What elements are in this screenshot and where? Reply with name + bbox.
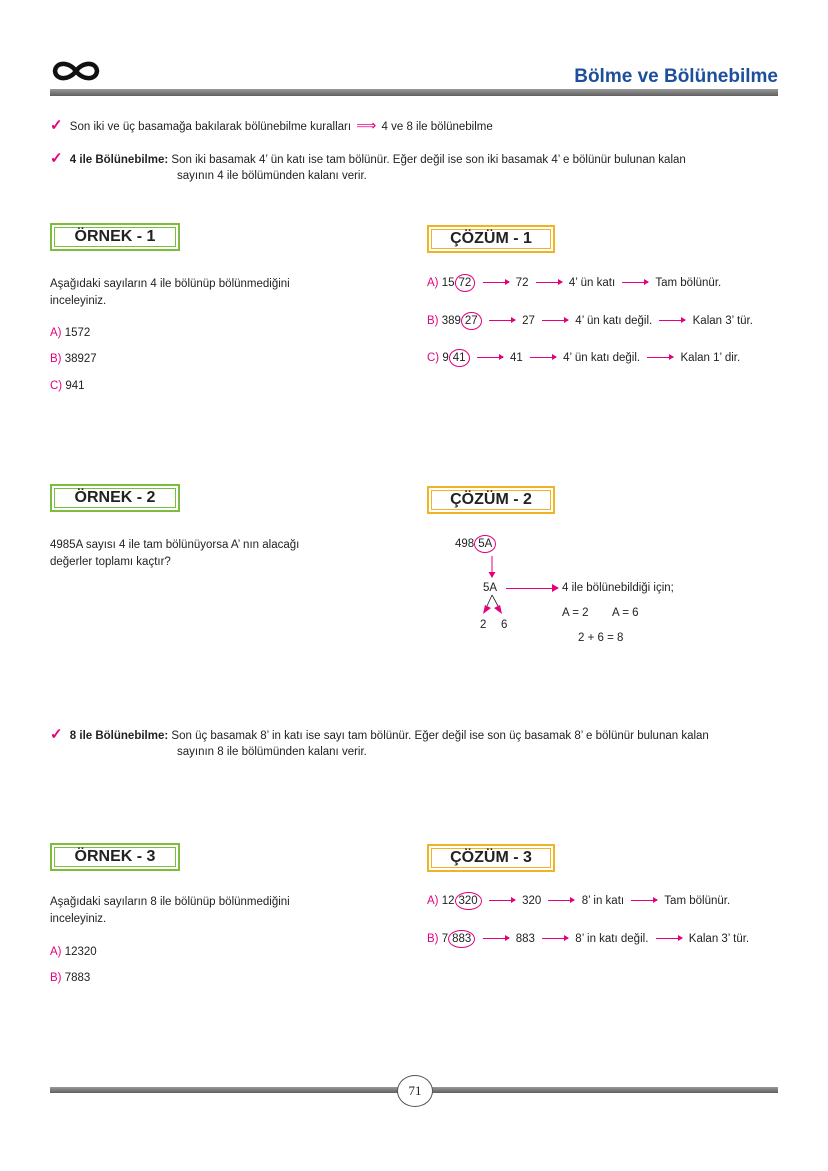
footer-divider-right xyxy=(430,1087,778,1093)
solution-2-sum: 2 + 6 = 8 xyxy=(578,632,624,644)
row-description: 4’ ün katı değil. xyxy=(563,352,641,364)
example-3-question xyxy=(50,894,290,928)
solution-2-branch-left: 2 xyxy=(480,619,487,631)
row-result: Kalan 3’ tür. xyxy=(692,315,753,327)
arrow-right-icon xyxy=(483,938,509,939)
rule-intro-text: Son iki ve üç basamağa bakılarak bölünebilme kuralları xyxy=(69,121,352,133)
solution-1-row xyxy=(427,312,753,330)
arrow-right-icon xyxy=(647,357,673,358)
example-3-item xyxy=(50,970,90,987)
arrow-right-icon xyxy=(483,282,509,283)
item-value: 38927 xyxy=(64,353,97,365)
row-result: Tam bölünür. xyxy=(655,277,722,289)
example-2-question-line1: 4985A sayısı 4 ile tam bölünüyorsa A’ nın alacağı xyxy=(50,539,300,551)
rule-intro xyxy=(50,117,493,136)
solution-2-reason: 4 ile bölünebildiği için; xyxy=(562,582,674,594)
example-3-item xyxy=(50,944,97,961)
solution-2-eq1: A = 2 xyxy=(562,607,589,619)
checkmark-icon: ✓ xyxy=(50,726,63,743)
arrow-right-icon xyxy=(552,584,559,592)
arrow-right-icon xyxy=(530,357,556,358)
example-3-question-line1: Aşağıdaki sayıların 8 ile bölünüp bölünmediğini xyxy=(50,896,290,908)
rule-div4-line2: sayının 4 ile bölümünden kalanı verir. xyxy=(177,170,367,182)
checkmark-icon: ✓ xyxy=(50,150,63,167)
circled-digits: 72 xyxy=(455,274,476,292)
solution-2-branch-right: 6 xyxy=(501,619,508,631)
example-3-title: ÖRNEK - 3 xyxy=(54,847,176,867)
arrow-down-icon xyxy=(489,572,496,578)
number-prefix: 7 xyxy=(441,933,449,945)
solution-3-title-box xyxy=(427,844,555,872)
rule-div4-label: 4 ile Bölünebilme: xyxy=(69,154,169,166)
example-1-question-line2: inceleyiniz. xyxy=(50,295,107,307)
rule-div8 xyxy=(50,726,790,745)
row-number: 72 xyxy=(515,277,529,289)
solution-2-arrows xyxy=(470,548,530,620)
example-3-question-line2: inceleyiniz. xyxy=(50,913,107,925)
example-1-item xyxy=(50,378,85,395)
arrow-right-icon xyxy=(656,938,682,939)
row-label: B) xyxy=(427,315,439,327)
circled-digits: 27 xyxy=(461,312,482,330)
row-result: Tam bölünür. xyxy=(664,895,731,907)
solution-3-row xyxy=(427,930,749,948)
arrow-right-icon xyxy=(489,320,515,321)
item-value: 1572 xyxy=(64,327,91,339)
page-number: 71 xyxy=(397,1075,433,1107)
arrow-right-icon xyxy=(548,900,574,901)
solution-3-title: ÇÖZÜM - 3 xyxy=(431,848,551,868)
solution-1-row xyxy=(427,274,721,292)
example-1-question-line1: Aşağıdaki sayıların 4 ile bölünüp bölünmediğini xyxy=(50,278,290,290)
example-2-question-line2: değerler toplamı kaçtır? xyxy=(50,556,171,568)
checkmark-icon: ✓ xyxy=(50,117,63,134)
circled-digits: 320 xyxy=(455,892,482,910)
row-label: B) xyxy=(427,933,439,945)
rule-div4 xyxy=(50,150,780,169)
arrow-right-icon xyxy=(536,282,562,283)
item-value: 12320 xyxy=(64,946,97,958)
header-divider xyxy=(50,89,778,96)
rule-div4-line1: Son iki basamak 4’ ün katı ise tam bölünür. Eğer değil ise son iki basamak 4’ e bölünür bulunan kalan xyxy=(171,154,686,166)
row-description: 4’ ün katı değil. xyxy=(575,315,653,327)
implies-arrow-icon: ⟹ xyxy=(356,117,377,133)
solution-1-title-box xyxy=(427,225,555,253)
number-prefix: 15 xyxy=(441,277,455,289)
circled-digits: 41 xyxy=(449,349,470,367)
solution-3-row xyxy=(427,892,730,910)
solution-1-title: ÇÖZÜM - 1 xyxy=(431,229,551,249)
number-prefix: 389 xyxy=(441,315,461,327)
number-prefix: 12 xyxy=(441,895,455,907)
arrow-right-icon xyxy=(631,900,657,901)
row-description: 8’ in katı değil. xyxy=(575,933,649,945)
example-2-title: ÖRNEK - 2 xyxy=(54,488,176,508)
arrow-down-left-icon xyxy=(483,605,491,614)
solution-2-long-arrow xyxy=(506,588,556,589)
arrow-right-icon xyxy=(659,320,685,321)
rule-intro-result: 4 ve 8 ile bölünebilme xyxy=(381,121,493,133)
row-label: A) xyxy=(427,277,439,289)
item-label: B) xyxy=(50,353,62,365)
item-label: A) xyxy=(50,327,62,339)
example-2-question xyxy=(50,537,299,571)
rule-div8-line2: sayının 8 ile bölümünden kalanı verir. xyxy=(177,746,367,758)
row-result: Kalan 1’ dir. xyxy=(680,352,741,364)
solution-1-row xyxy=(427,349,740,367)
footer-divider-left xyxy=(50,1087,398,1093)
arrow-right-icon xyxy=(489,900,515,901)
row-label: C) xyxy=(427,352,440,364)
rule-div8-label: 8 ile Bölünebilme: xyxy=(69,730,169,742)
row-result: Kalan 3’ tür. xyxy=(688,933,750,945)
row-number: 41 xyxy=(509,352,523,364)
row-number: 320 xyxy=(522,895,542,907)
solution-2-eq2: A = 6 xyxy=(612,607,639,619)
item-value: 7883 xyxy=(64,972,91,984)
arrow-right-icon xyxy=(542,938,568,939)
number-prefix: 9 xyxy=(442,352,449,364)
example-1-question xyxy=(50,276,290,310)
arrow-right-icon xyxy=(542,320,568,321)
example-1-item xyxy=(50,325,90,342)
item-label: B) xyxy=(50,972,62,984)
example-1-title-box xyxy=(50,223,180,251)
example-2-title-box xyxy=(50,484,180,512)
item-label: A) xyxy=(50,946,62,958)
number-prefix: 498 xyxy=(455,538,475,550)
row-number: 27 xyxy=(522,315,535,327)
logo xyxy=(50,58,102,84)
circled-digits: 5A xyxy=(474,535,496,553)
item-label: C) xyxy=(50,380,63,392)
row-description: 4’ ün katı xyxy=(568,277,616,289)
circled-digits: 883 xyxy=(448,930,475,948)
example-3-title-box xyxy=(50,843,180,871)
solution-2-title: ÇÖZÜM - 2 xyxy=(431,490,551,510)
rule-div8-line1: Son üç basamak 8’ in katı ise sayı tam bölünür. Eğer değil ise son üç basamak 8’ e bölünür bulunan kalan xyxy=(171,730,709,742)
item-value: 941 xyxy=(65,380,85,392)
arrow-down-right-icon xyxy=(494,605,502,614)
solution-2-title-box xyxy=(427,486,555,514)
page-title: Bölme ve Bölünebilme xyxy=(574,66,778,87)
arrow-right-icon xyxy=(477,357,503,358)
solution-2-node: 5A xyxy=(483,582,498,594)
row-description: 8’ in katı xyxy=(581,895,625,907)
example-1-item xyxy=(50,351,97,368)
row-number: 883 xyxy=(515,933,535,945)
arrow-right-icon xyxy=(622,282,648,283)
infinity-icon xyxy=(50,58,102,84)
row-label: A) xyxy=(427,895,439,907)
example-1-title: ÖRNEK - 1 xyxy=(54,227,176,247)
